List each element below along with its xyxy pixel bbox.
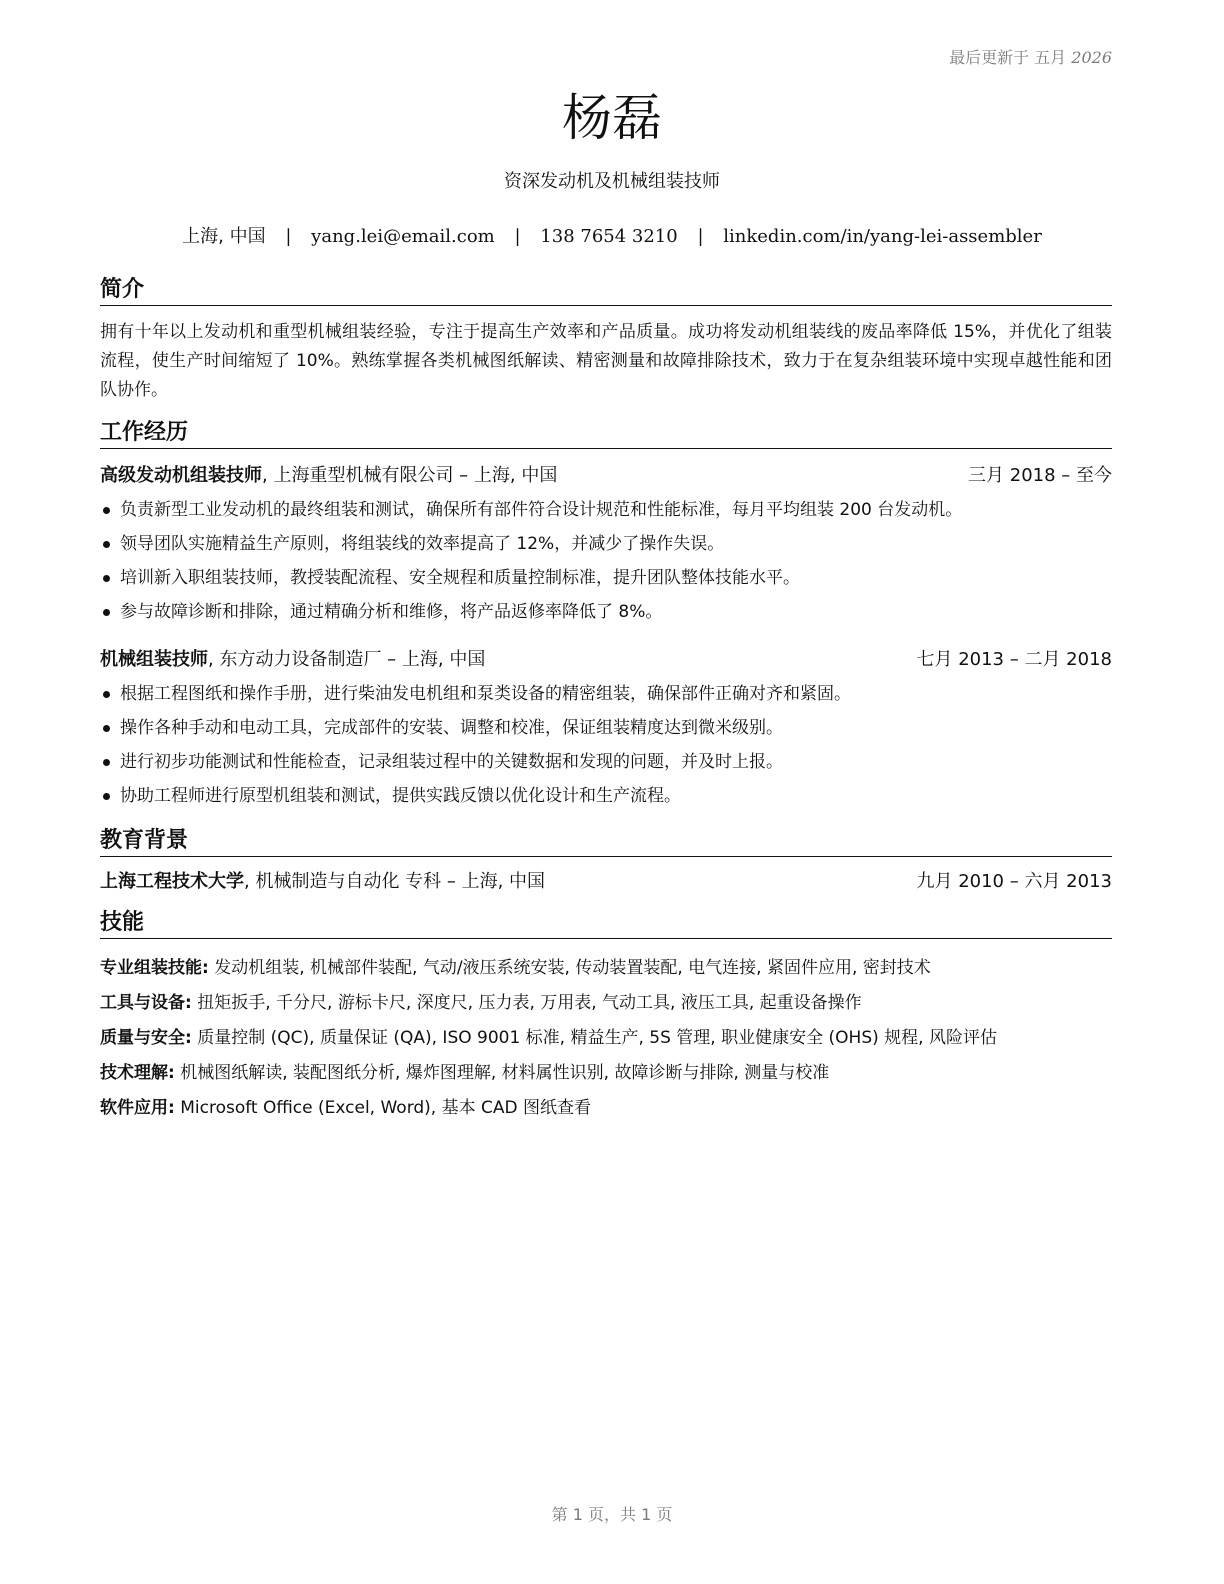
contact-linkedin-link[interactable]: linkedin.com/in/yang-lei-assembler [723,226,1042,247]
contact-phone: 138 7654 3210 [540,226,678,247]
education-school: 上海工程技术大学 [100,871,244,892]
contact-separator: | [514,226,521,247]
skill-value: Microsoft Office (Excel, Word), 基本 CAD 图纸查看 [174,1098,592,1118]
last-updated [949,45,1112,68]
skill-label: 专业组装技能: [100,958,209,978]
skills-list [100,951,1112,1126]
job-dates: 三月 2018 – 至今 [968,465,1112,486]
education-section [100,827,1112,895]
skill-label: 技术理解: [100,1063,175,1083]
skill-label: 质量与安全: [100,1028,192,1048]
skill-row [100,1021,1112,1056]
job-bullet: 进行初步功能测试和性能检查，记录组装过程中的关键数据和发现的问题，并及时上报。 [100,745,1112,779]
skills-heading: 技能 [100,909,1112,939]
job-header [100,647,1112,673]
contact-line [0,225,1224,249]
candidate-headline: 资深发动机及机械组装技师 [504,171,720,192]
job-bullet: 领导团队实施精益生产原则，将组装线的效率提高了 12%，并减少了操作失误。 [100,527,1112,561]
summary-heading: 简介 [100,276,1112,306]
experience-section [100,419,1112,813]
skill-row [100,1056,1112,1091]
last-updated-label: 最后更新于 五月 [949,48,1067,67]
skill-row [100,951,1112,986]
skill-value: 发动机组装, 机械部件装配, 气动/液压系统安装, 传动装置装配, 电气连接, 紧固件应用, 密封技术 [208,958,931,978]
contact-separator: | [697,226,704,247]
education-detail: , 机械制造与自动化 专科 – 上海, 中国 [244,871,546,892]
job-bullet: 培训新入职组装技师，教授装配流程、安全规程和质量控制标准，提升团队整体技能水平。 [100,561,1112,595]
job-bullets [100,493,1112,629]
summary-text: 拥有十年以上发动机和重型机械组装经验，专注于提高生产效率和产品质量。成功将发动机组装线的废品率降低 15%，并优化了组装流程，使生产时间缩短了 10%。熟练掌握各类机械图纸解读、精密测量和故障排除技术，致力于在复杂组装环境中实现卓越性能和团队协作。 [100,322,1112,400]
job-bullet: 参与故障诊断和排除，通过精确分析和维修，将产品返修率降低了 8%。 [100,595,1112,629]
job-bullet: 根据工程图纸和操作手册，进行柴油发电机组和泵类设备的精密组装，确保部件正确对齐和紧固。 [100,677,1112,711]
job-title: 机械组装技师 [100,649,208,670]
contact-location: 上海, 中国 [182,226,266,247]
skill-label: 软件应用: [100,1098,175,1118]
education-heading: 教育背景 [100,827,1112,857]
job-entry [100,463,1112,629]
contact-separator: | [285,226,292,247]
job-entry [100,647,1112,813]
contact-email-link[interactable]: yang.lei@email.com [311,226,495,247]
page-number: 第 1 页，共 1 页 [551,1505,673,1524]
job-dates: 七月 2013 – 二月 2018 [916,649,1112,670]
skill-value: 扭矩扳手, 千分尺, 游标卡尺, 深度尺, 压力表, 万用表, 气动工具, 液压工具, 起重设备操作 [191,993,862,1013]
job-bullet: 协助工程师进行原型机组装和测试，提供实践反馈以优化设计和生产流程。 [100,779,1112,813]
job-bullet: 负责新型工业发动机的最终组装和测试，确保所有部件符合设计规范和性能标准，每月平均组装 200 台发动机。 [100,493,1112,527]
skill-value: 机械图纸解读, 装配图纸分析, 爆炸图理解, 材料属性识别, 故障诊断与排除, 测量与校准 [174,1063,830,1083]
summary-section [100,276,1112,405]
job-bullets [100,677,1112,813]
skill-value: 质量控制 (QC), 质量保证 (QA), ISO 9001 标准, 精益生产, 5S 管理, 职业健康安全 (OHS) 规程, 风险评估 [191,1028,997,1048]
skill-row [100,986,1112,1021]
job-title: 高级发动机组装技师 [100,465,262,486]
education-dates: 九月 2010 – 六月 2013 [916,871,1112,892]
experience-heading: 工作经历 [100,419,1112,449]
candidate-name: 杨磊 [562,89,662,147]
job-company: , 东方动力设备制造厂 – 上海, 中国 [208,649,486,670]
last-updated-year: 2026 [1071,48,1112,67]
education-entry [100,869,1112,895]
job-bullet: 操作各种手动和电动工具，完成部件的安装、调整和校准，保证组装精度达到微米级别。 [100,711,1112,745]
skill-row [100,1091,1112,1126]
job-company: , 上海重型机械有限公司 – 上海, 中国 [262,465,558,486]
resume-body [100,276,1112,1126]
job-header [100,463,1112,489]
skill-label: 工具与设备: [100,993,192,1013]
skills-section [100,909,1112,1126]
